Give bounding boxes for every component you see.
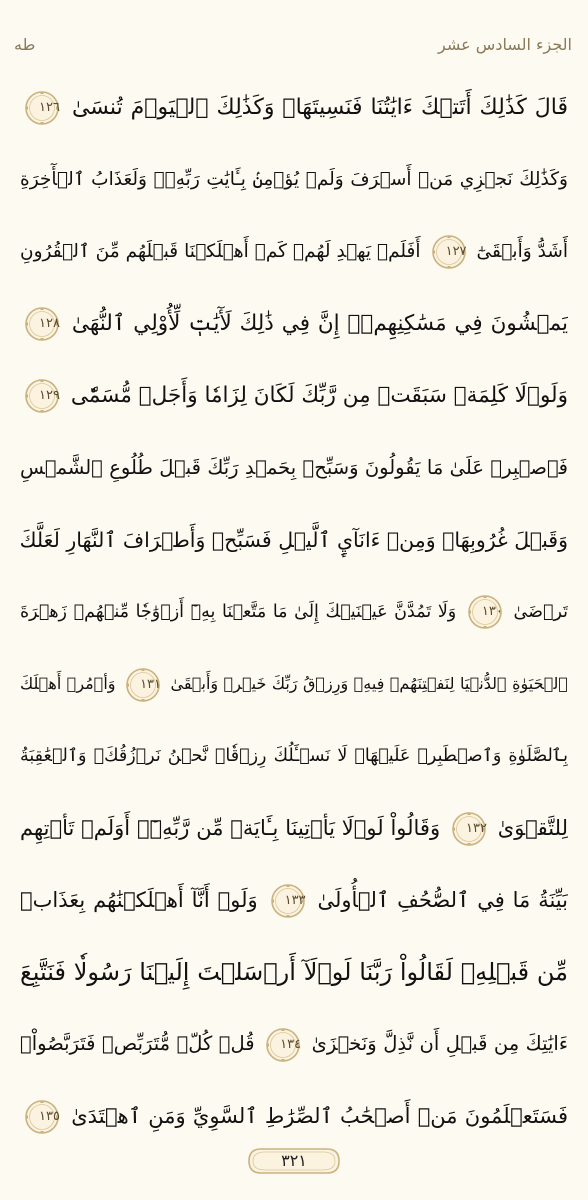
quran-line [20, 360, 568, 432]
page-footer [0, 1146, 588, 1176]
verse-text: قَالَ كَذَٰلِكَ أَتَتۡكَ ءَايَٰتُنَا فَنَسِيتَهَاۖ وَكَذَٰلِكَ ٱلۡيَوۡمَ تُنسَىٰ [71, 95, 568, 120]
verse-text: وَلَا تَمُدَّنَّ عَيۡنَيۡكَ إِلَىٰ مَا مَتَّعۡنَا بِهِۦٓ أَزۡوَٰجٗا مِّنۡهُمۡ زَهۡرَةَ [20, 602, 457, 622]
ayah-number: ١٣١ [140, 676, 162, 692]
quran-line [20, 144, 568, 216]
quran-line [20, 1080, 568, 1152]
verse-text: وَقَبۡلَ غُرُوبِهَاۖ وَمِنۡ ءَانَآيِٕ ٱلَّيۡلِ فَسَبِّحۡ وَأَطۡرَافَ ٱلنَّهَارِ لَعَلَّكَ [20, 528, 568, 552]
verse-text: ءَايَٰتِكَ مِن قَبۡلِ أَن نَّذِلَّ وَنَخۡزَىٰ [311, 1032, 568, 1055]
quran-line [20, 288, 568, 360]
quran-line [20, 1008, 568, 1080]
quran-line [20, 72, 568, 144]
quran-line [20, 864, 568, 936]
quran-line [20, 576, 568, 648]
ayah-number-marker [24, 378, 60, 414]
verse-text: وَلَوۡلَا كَلِمَةٞ سَبَقَتۡ مِن رَّبِّكَ لَكَانَ لِزَامٗا وَأَجَلٞ مُّسَمّٗى [70, 383, 568, 408]
page-header [14, 30, 572, 58]
verse-text: وَكَذَٰلِكَ نَجۡزِي مَنۡ أَسۡرَفَ وَلَمۡ يُؤۡمِنۢ بِـَٔايَٰتِ رَبِّهِۦۚ وَلَعَذَابُ ٱلۡأٓخِرَةِ [20, 169, 568, 190]
page-number-badge [247, 1147, 341, 1175]
verse-text: فَسَتَعۡلَمُونَ مَنۡ أَصۡحَٰبُ ٱلصِّرَٰطِ ٱلسَّوِيِّ وَمَنِ ٱهۡتَدَىٰ [71, 1104, 568, 1128]
ayah-number-marker [265, 1027, 301, 1063]
verse-text: أَفَلَمۡ يَهۡدِ لَهُمۡ كَمۡ أَهۡلَكۡنَا قَبۡلَهُم مِّنَ ٱلۡقُرُونِ [20, 241, 421, 262]
ayah-number: ١٣٣ [284, 893, 306, 908]
quran-line [20, 720, 568, 792]
ayah-number: ١٣٠ [481, 604, 503, 619]
quran-line [20, 792, 568, 864]
ayah-number-marker [467, 594, 503, 630]
quran-line [20, 216, 568, 288]
ayah-number: ١٢٨ [39, 316, 60, 331]
quran-line [20, 432, 568, 504]
verse-text: لِلتَّقۡوَىٰ [497, 816, 568, 840]
quran-line [20, 648, 568, 720]
quran-line [20, 936, 568, 1008]
ayah-number-marker [24, 306, 60, 342]
verse-text: أَشَدُّ وَأَبۡقَىٰٓ [476, 241, 568, 262]
ayah-number-marker [270, 883, 306, 919]
ayah-number: ١٣٤ [280, 1036, 302, 1052]
verse-text: وَلَوۡ أَنَّآ أَهۡلَكۡنَٰهُم بِعَذَابٖ [20, 888, 258, 912]
ayah-number: ١٢٦ [39, 100, 60, 115]
verse-text: فَٱصۡبِرۡ عَلَىٰ مَا يَقُولُونَ وَسَبِّحۡ بِحَمۡدِ رَبِّكَ قَبۡلَ طُلُوعِ ٱلشَّمۡسِ [20, 456, 568, 479]
page-number: ٣٢١ [281, 1151, 307, 1170]
ayah-number: ١٢٧ [445, 244, 467, 259]
surah-name: طه [14, 34, 36, 54]
verse-text: وَقَالُواْ لَوۡلَا يَأۡتِينَا بِـَٔايَةٖ مِّن رَّبِّهِۦٓۚ أَوَلَمۡ تَأۡتِهِم [20, 816, 441, 840]
verse-text: قُلۡ كُلّٞ مُّتَرَبِّصٞ فَتَرَبَّصُواْۖ [20, 1032, 255, 1055]
verse-text: بِٱلصَّلَوٰةِ وَٱصۡطَبِرۡ عَلَيۡهَاۖ لَا نَسۡـَٔلُكَ رِزۡقٗاۖ نَّحۡنُ نَرۡزُقُكَۗ وَٱلۡعَٰقِبَةُ [20, 746, 568, 766]
verse-text: ٱلۡحَيَوٰةِ ٱلدُّنۡيَا لِنَفۡتِنَهُمۡ فِيهِۚ وَرِزۡقُ رَبِّكَ خَيۡرٞ وَأَبۡقَىٰ [170, 674, 568, 693]
quran-text-body [20, 72, 568, 1152]
ayah-number: ١٣٥ [39, 1109, 60, 1124]
ayah-number-marker [431, 234, 467, 270]
juz-label: الجزء السادس عشر [438, 34, 572, 54]
ayah-number-marker [24, 1099, 60, 1135]
ayah-number-marker [24, 90, 60, 126]
verse-text: وَأۡمُرۡ أَهۡلَكَ [20, 674, 116, 693]
verse-text: تَرۡضَىٰ [513, 602, 568, 622]
verse-text: بَيِّنَةُ مَا فِي ٱلصُّحُفِ ٱلۡأُولَىٰ [317, 888, 568, 912]
verse-text: يَمۡشُونَ فِي مَسَٰكِنِهِمۡۚ إِنَّ فِي ذَٰلِكَ لَأٓيَٰتٖ لِّأُوْلِي ٱلنُّهَىٰ [71, 311, 568, 336]
verse-text: مِّن قَبۡلِهِۦ لَقَالُواْ رَبَّنَا لَوۡلَآ أَرۡسَلۡتَ إِلَيۡنَا رَسُولٗا فَنَتَّبِعَ [20, 958, 568, 986]
ayah-number: ١٢٩ [39, 388, 60, 403]
ayah-number-marker [125, 667, 161, 703]
quran-line [20, 504, 568, 576]
ayah-number-marker [451, 811, 487, 847]
ayah-number: ١٣٢ [466, 821, 487, 836]
